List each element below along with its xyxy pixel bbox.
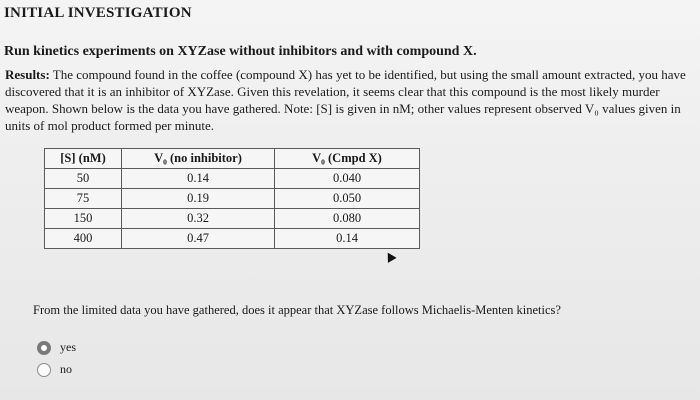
table-cell: 0.32 bbox=[122, 209, 275, 229]
table-cell: 400 bbox=[45, 229, 122, 249]
radio-unselected-icon[interactable] bbox=[37, 363, 51, 377]
table-row bbox=[45, 169, 420, 189]
radio-selected-icon[interactable] bbox=[37, 341, 51, 355]
page-subtitle: Run kinetics experiments on XYZase without inhibitors and with compound X. bbox=[4, 44, 477, 59]
results-paragraph bbox=[5, 66, 695, 134]
results-text: The compound found in the coffee (compound X) has yet to be identified, but using the small amount extracted, you have discovered that it is an inhibitor of XYZase. Given this revelation, it seems clear that this compound is the most likely murder weapon. Shown below is the data you have gathered. Note: [S] is given in nM; other values represent observed V₀ values given in units of mol product formed per minute. bbox=[5, 67, 686, 133]
table-cell: 75 bbox=[45, 189, 122, 209]
answer-option-yes[interactable] bbox=[37, 340, 76, 355]
column-header-substrate: [S] (nM) bbox=[45, 149, 122, 169]
kinetics-data-table bbox=[44, 148, 420, 249]
table-cell: 0.050 bbox=[275, 189, 420, 209]
column-header-no-inhibitor: V₀ (no inhibitor) bbox=[122, 149, 275, 169]
question-text: From the limited data you have gathered, does it appear that XYZase follows Michaelis-Menten kinetics? bbox=[33, 303, 561, 317]
results-label: Results: bbox=[5, 67, 50, 82]
table-header-row bbox=[45, 149, 420, 169]
page-title: INITIAL INVESTIGATION bbox=[4, 5, 192, 21]
table-cell: 0.14 bbox=[122, 169, 275, 189]
table-cell: 0.040 bbox=[275, 169, 420, 189]
answer-option-no[interactable] bbox=[37, 362, 72, 377]
table-row bbox=[45, 189, 420, 209]
table-row bbox=[45, 229, 420, 249]
column-header-cmpd-x: V₀ (Cmpd X) bbox=[275, 149, 420, 169]
table-cell: 50 bbox=[45, 169, 122, 189]
answer-option-label: no bbox=[60, 362, 72, 376]
table-row bbox=[45, 209, 420, 229]
table-cell: 0.47 bbox=[122, 229, 275, 249]
table-cell: 0.080 bbox=[275, 209, 420, 229]
table-cell: 150 bbox=[45, 209, 122, 229]
table-cell: 0.14 bbox=[275, 229, 420, 249]
answer-option-label: yes bbox=[60, 340, 76, 354]
table-cell: 0.19 bbox=[122, 189, 275, 209]
mouse-cursor-icon bbox=[383, 250, 396, 263]
